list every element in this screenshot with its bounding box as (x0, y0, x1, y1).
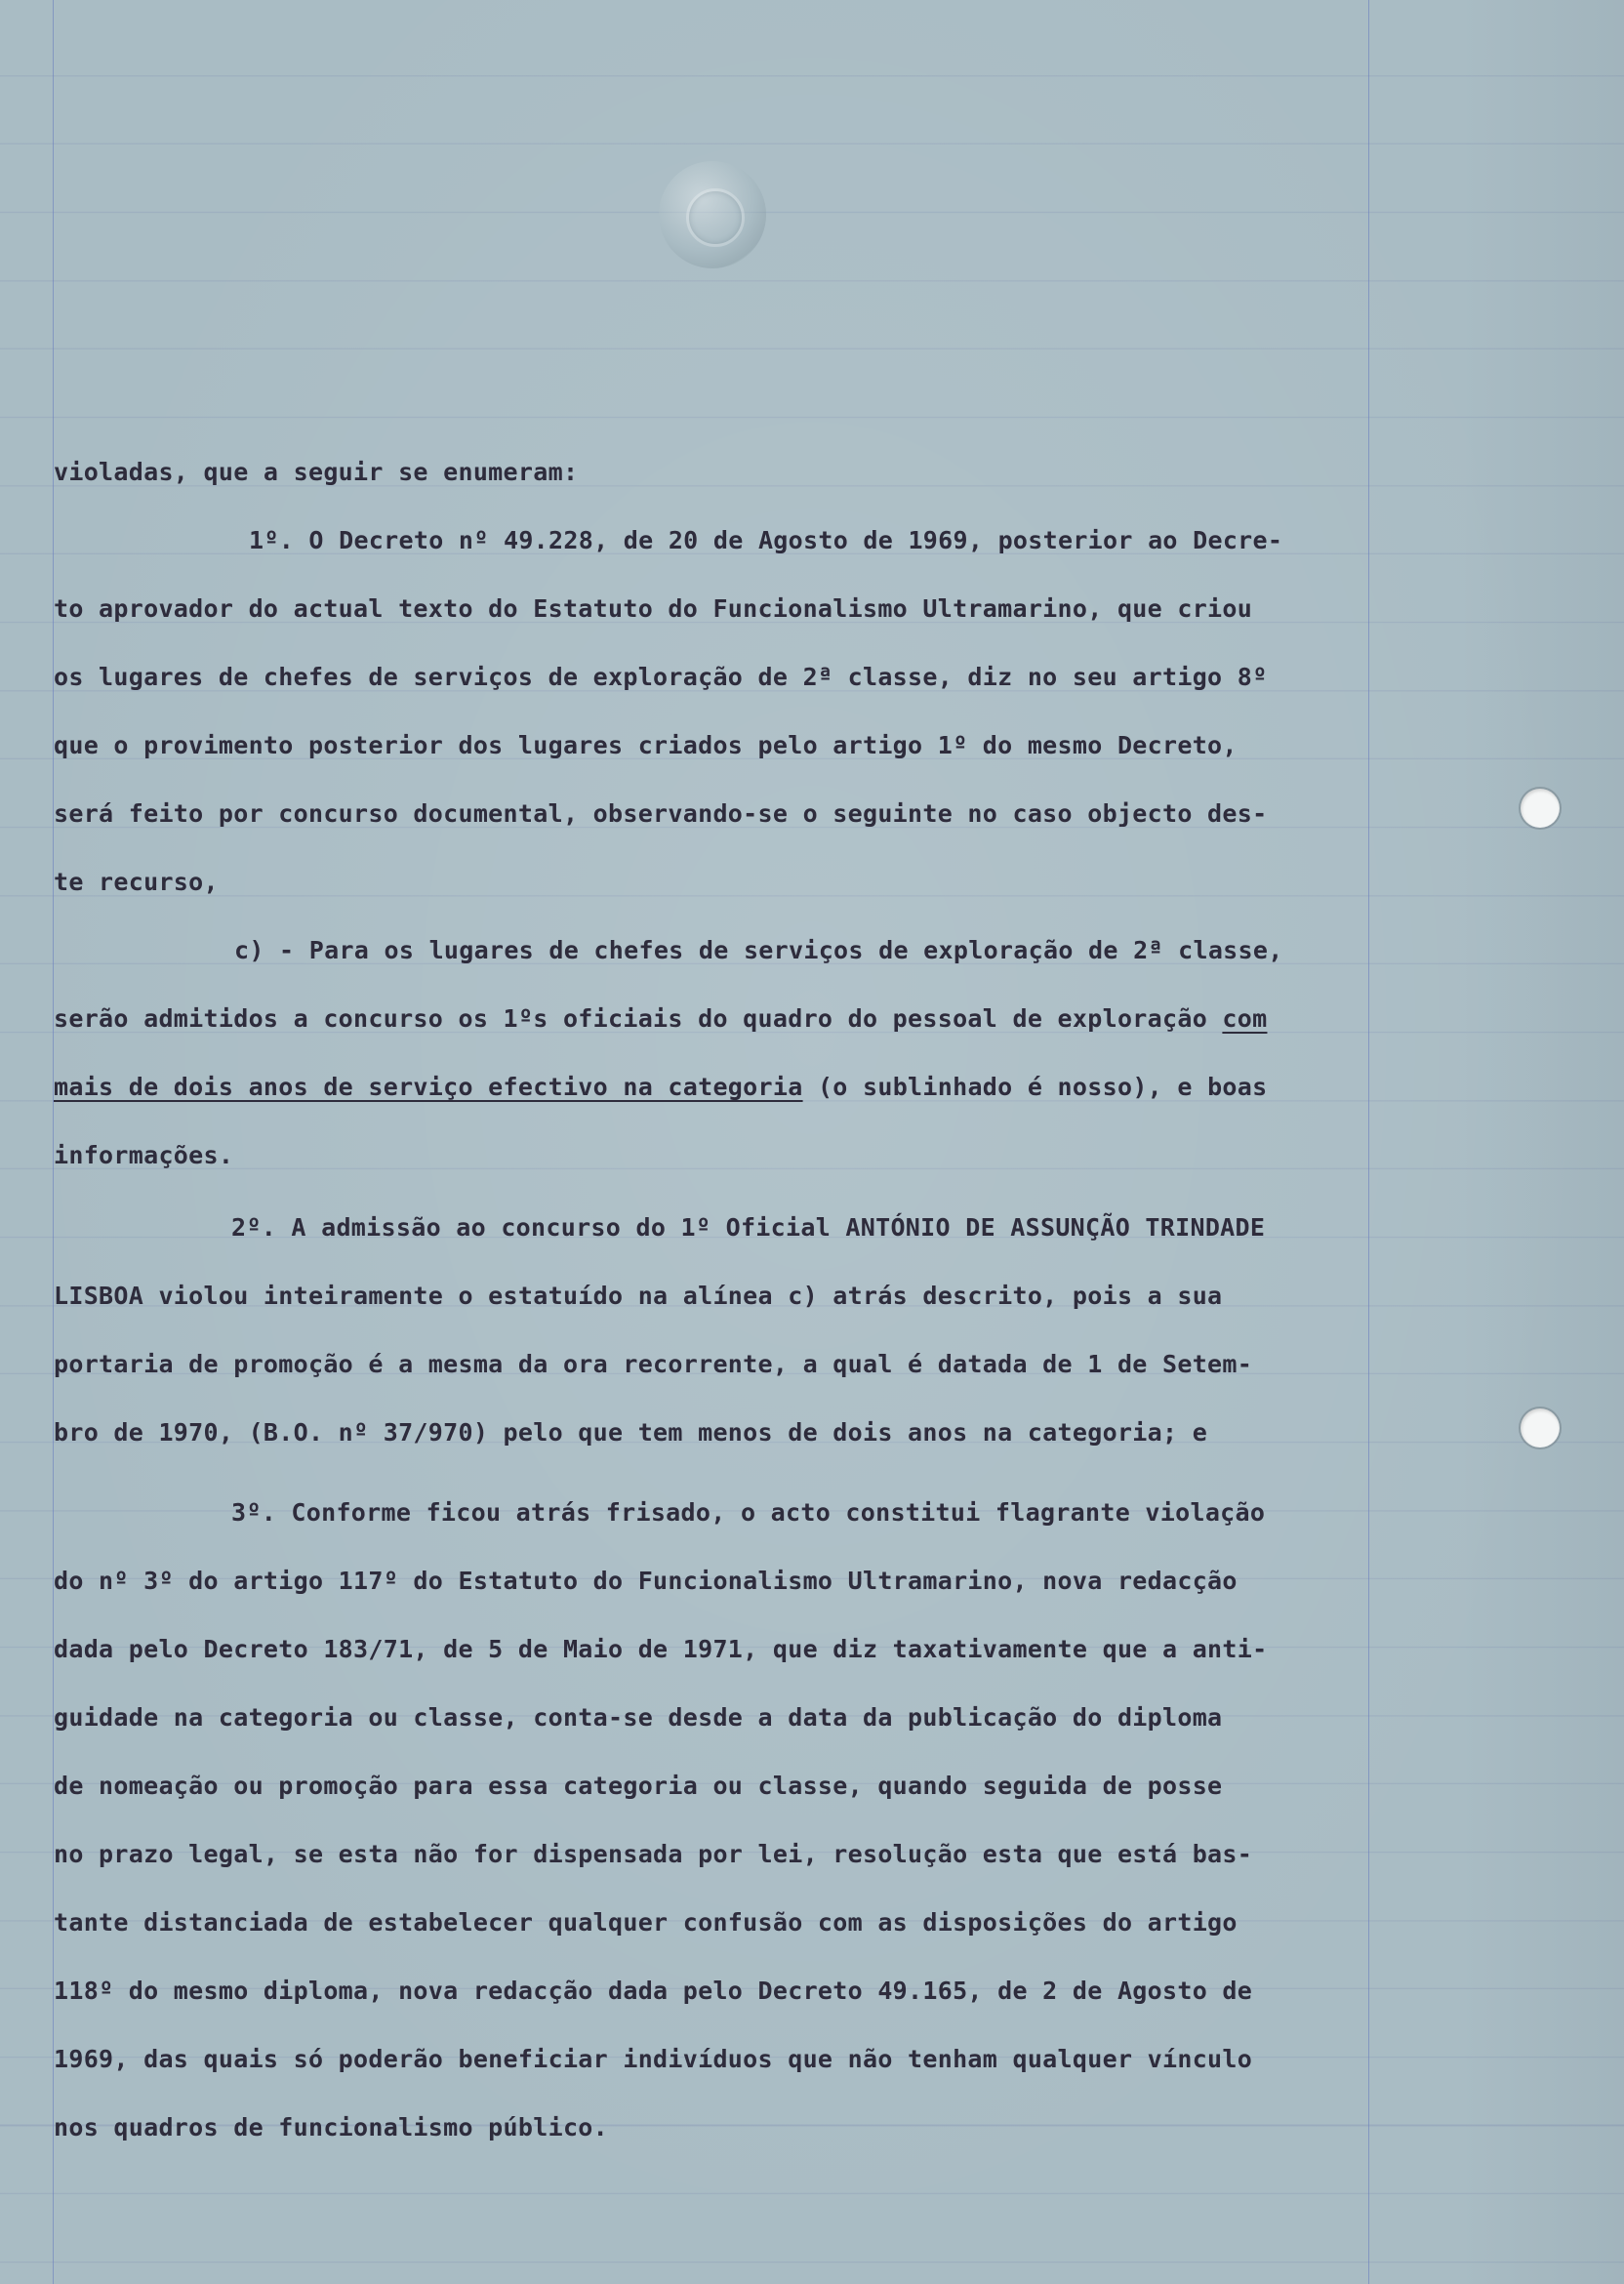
text-line: tante distanciada de estabelecer qualquer confusão com as disposições do artigo (54, 1908, 1238, 1937)
text-line (54, 1004, 1267, 1034)
text-line: os lugares de chefes de serviços de exploração de 2ª classe, diz no seu artigo 8º (54, 663, 1268, 691)
text-line: 2º. A admissão ao concurso do 1º Oficial ANTÓNIO DE ASSUNÇÃO TRINDADE (231, 1213, 1266, 1242)
text-line: portaria de promoção é a mesma da ora recorrente, a qual é datada de 1 de Setem- (54, 1350, 1253, 1378)
text-line: 1969, das quais só poderão beneficiar indivíduos que não tenham qualquer vínculo (54, 2045, 1253, 2073)
text-segment: serão admitidos a concurso os 1ºs oficiais do quadro do pessoal de exploração (54, 1004, 1208, 1033)
text-line: bro de 1970, (B.O. nº 37/970) pelo que tem menos de dois anos na categoria; e (54, 1418, 1208, 1447)
text-line: c) - Para os lugares de chefes de serviços de exploração de 2ª classe, (234, 936, 1283, 964)
text-line: 3º. Conforme ficou atrás frisado, o acto constitui flagrante violação (231, 1498, 1266, 1527)
text-line: nos quadros de funcionalismo público. (54, 2113, 608, 2141)
text-line: to aprovador do actual texto do Estatuto do Funcionalismo Ultramarino, que criou (54, 594, 1253, 623)
underlined-text: mais de dois anos de serviço efectivo na categoria (54, 1073, 803, 1101)
text-line: informações. (54, 1141, 234, 1169)
text-line: que o provimento posterior dos lugares criados pelo artigo 1º do mesmo Decreto, (54, 731, 1238, 759)
text-line: LISBOA violou inteiramente o estatuído na alínea c) atrás descrito, pois a sua (54, 1282, 1223, 1310)
text-line: te recurso, (54, 868, 219, 896)
text-line: guidade na categoria ou classe, conta-se desde a data da publicação do diploma (54, 1703, 1223, 1732)
text-line: no prazo legal, se esta não for dispensada por lei, resolução esta que está bas- (54, 1840, 1253, 1868)
text-line: do nº 3º do artigo 117º do Estatuto do Funcionalismo Ultramarino, nova redacção (54, 1567, 1238, 1595)
text-line: 118º do mesmo diploma, nova redacção dada pelo Decreto 49.165, de 2 de Agosto de (54, 1977, 1253, 2005)
text-line: de nomeação ou promoção para essa categoria ou classe, quando seguida de posse (54, 1772, 1223, 1800)
text-segment: (o sublinhado é nosso), e boas (817, 1073, 1268, 1101)
text-line: 1º. O Decreto nº 49.228, de 20 de Agosto de 1969, posterior ao Decre- (249, 526, 1283, 554)
text-line: será feito por concurso documental, observando-se o seguinte no caso objecto des- (54, 799, 1268, 828)
underlined-text: com (1222, 1004, 1268, 1033)
text-line: violadas, que a seguir se enumeram: (54, 458, 579, 486)
text-line (54, 1073, 1267, 1102)
text-line: dada pelo Decreto 183/71, de 5 de Maio de 1971, que diz taxativamente que a anti- (54, 1635, 1268, 1663)
